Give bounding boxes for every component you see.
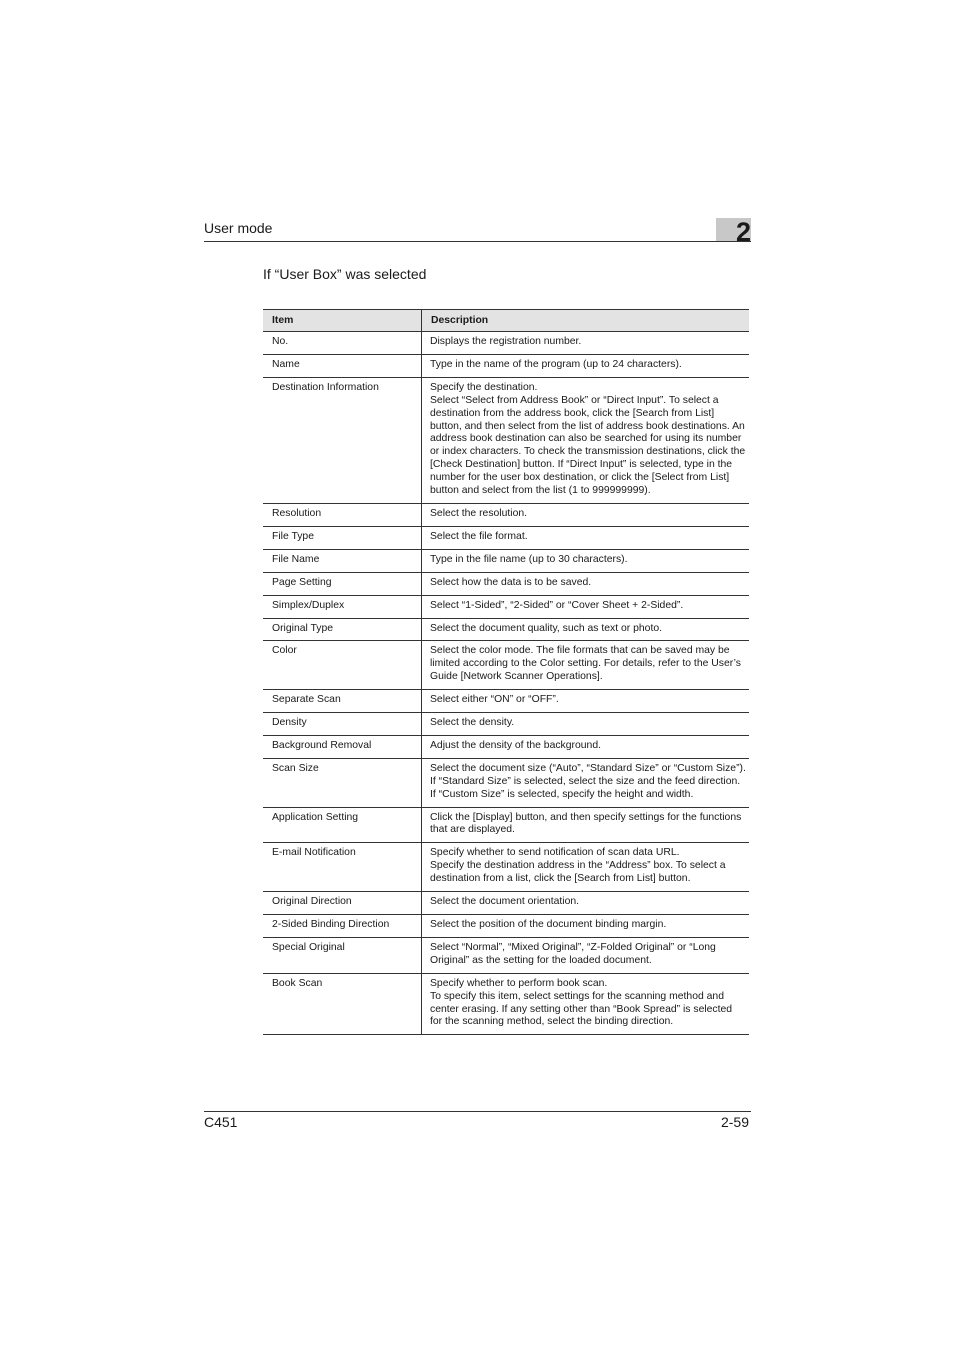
- row-description: Click the [Display] button, and then specify settings for the functions that are displayed.: [422, 807, 750, 843]
- row-item-name: No.: [263, 332, 422, 355]
- table-row: [263, 377, 749, 503]
- row-description: Select “Normal”, “Mixed Original”, “Z-Folded Original” or “Long Original” as the setting for the loaded document.: [422, 937, 750, 973]
- table-row: [263, 758, 749, 807]
- row-description: Type in the name of the program (up to 24 characters).: [422, 354, 750, 377]
- row-description: Select the file format.: [422, 526, 750, 549]
- table-row: [263, 973, 749, 1035]
- row-description: Displays the registration number.: [422, 332, 750, 355]
- row-description: Type in the file name (up to 30 characters).: [422, 549, 750, 572]
- table-row: [263, 354, 749, 377]
- footer-divider: [204, 1111, 751, 1112]
- settings-table: [263, 309, 749, 1035]
- header-section-title: User mode: [204, 220, 273, 236]
- row-item-name: Scan Size: [263, 758, 422, 807]
- row-item-name: File Type: [263, 526, 422, 549]
- row-description: Select “1-Sided”, “2-Sided” or “Cover Sheet + 2-Sided”.: [422, 595, 750, 618]
- row-item-name: Original Direction: [263, 892, 422, 915]
- row-description: Select the density.: [422, 713, 750, 736]
- table-row: [263, 735, 749, 758]
- row-item-name: Page Setting: [263, 572, 422, 595]
- footer-page-number: 2-59: [720, 1114, 749, 1130]
- row-description: Select the position of the document binding margin.: [422, 915, 750, 938]
- table-row: [263, 937, 749, 973]
- row-description: Select how the data is to be saved.: [422, 572, 750, 595]
- row-item-name: 2-Sided Binding Direction: [263, 915, 422, 938]
- row-item-name: Simplex/Duplex: [263, 595, 422, 618]
- table-row: [263, 526, 749, 549]
- row-item-name: Book Scan: [263, 973, 422, 1035]
- table-row: [263, 915, 749, 938]
- row-description: Select the document orientation.: [422, 892, 750, 915]
- row-item-name: Name: [263, 354, 422, 377]
- row-item-name: E-mail Notification: [263, 843, 422, 892]
- column-header-item: Item: [263, 310, 422, 332]
- table-row: [263, 713, 749, 736]
- row-item-name: Resolution: [263, 503, 422, 526]
- row-item-name: Density: [263, 713, 422, 736]
- table-row: [263, 549, 749, 572]
- table-row: [263, 572, 749, 595]
- row-item-name: Color: [263, 641, 422, 690]
- column-header-description: Description: [422, 310, 750, 332]
- table-row: [263, 641, 749, 690]
- row-description: Specify the destination. Select “Select from Address Book” or “Direct Input”. To select a destination from the address book, click the [Search from List] button, and then select from the list of address book destinations. An address book destination can also be searched for using its number or index characters. To check the transmission destinations, click the [Check Destination] button. If “Direct Input” is selected, type in the number for the user box destination, or click the [Select from List] button and select from the list (1 to 999999999).: [422, 377, 750, 503]
- table-row: [263, 807, 749, 843]
- row-description: Select the document size (“Auto”, “Standard Size” or “Custom Size”). If “Standard Size” is selected, select the size and the feed direction. If “Custom Size” is selected, specify the height and width.: [422, 758, 750, 807]
- table-row: [263, 843, 749, 892]
- chapter-number: 2: [735, 217, 751, 247]
- section-title: If “User Box” was selected: [263, 266, 427, 282]
- footer-model: C451: [204, 1114, 238, 1130]
- header-divider: [204, 241, 751, 242]
- row-item-name: Background Removal: [263, 735, 422, 758]
- row-description: Select the resolution.: [422, 503, 750, 526]
- row-item-name: Application Setting: [263, 807, 422, 843]
- table-body: [263, 332, 749, 1035]
- row-item-name: Destination Information: [263, 377, 422, 503]
- row-description: Specify whether to perform book scan. To specify this item, select settings for the scanning method and center erasing. If any setting other than “Book Spread” is selected for the scanning method, select the binding direction.: [422, 973, 750, 1035]
- row-description: Specify whether to send notification of scan data URL. Specify the destination address in the “Address” box. To select a destination from a list, click the [Search from List] button.: [422, 843, 750, 892]
- table-header-row: [263, 310, 749, 332]
- row-description: Select the document quality, such as text or photo.: [422, 618, 750, 641]
- row-description: Select the color mode. The file formats that can be saved may be limited according to the Color setting. For details, refer to the User’s Guide [Network Scanner Operations].: [422, 641, 750, 690]
- chapter-tab: [716, 217, 751, 247]
- table-row: [263, 595, 749, 618]
- row-item-name: Separate Scan: [263, 690, 422, 713]
- table-row: [263, 503, 749, 526]
- row-description: Adjust the density of the background.: [422, 735, 750, 758]
- row-item-name: Original Type: [263, 618, 422, 641]
- row-item-name: File Name: [263, 549, 422, 572]
- table-row: [263, 618, 749, 641]
- table-row: [263, 690, 749, 713]
- row-description: Select either “ON” or “OFF”.: [422, 690, 750, 713]
- table-row: [263, 892, 749, 915]
- row-item-name: Special Original: [263, 937, 422, 973]
- table-row: [263, 332, 749, 355]
